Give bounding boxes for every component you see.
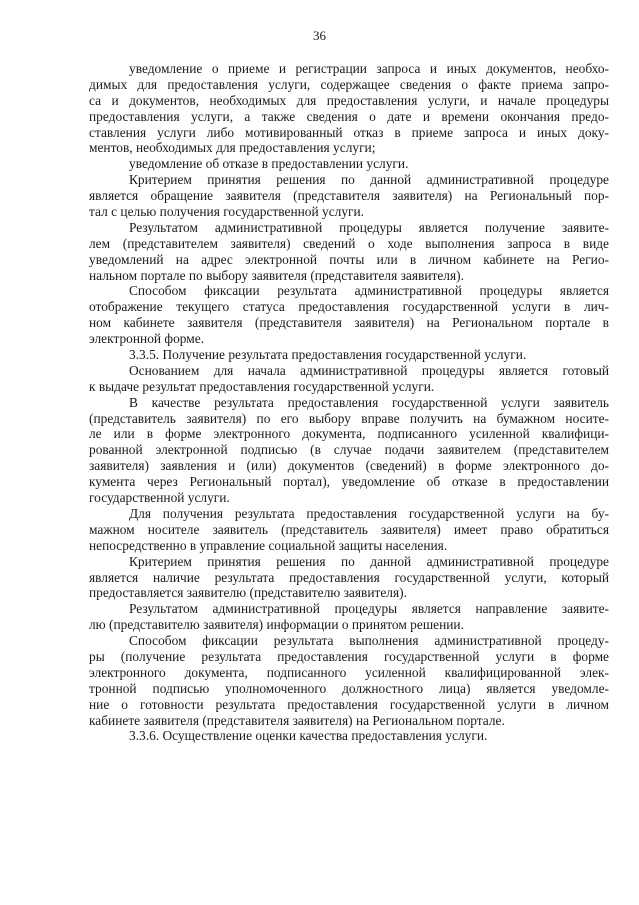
paragraph-line: уведомлений на адрес электронной почты или в личном кабинете на Регио- <box>89 251 609 267</box>
paragraph-p7 <box>89 363 609 395</box>
paragraph-p10 <box>89 554 609 602</box>
paragraph-line: кабинете заявителя (представителя заявителя) на Региональном портале. <box>89 712 505 728</box>
paragraph-line: является обращение заявителя (представителя заявителя) на Региональный пор- <box>89 188 609 204</box>
paragraph-line: ние о готовности результата предоставления государственной услуги в личном <box>89 696 609 712</box>
paragraph-p8 <box>89 395 609 506</box>
paragraph-line: Основанием для начала административной процедуры является готовый <box>129 362 609 378</box>
paragraph-p2 <box>89 156 609 172</box>
paragraph-line: Критерием принятия решения по данной административной процедуре <box>129 172 609 188</box>
paragraph-p12 <box>89 633 609 728</box>
document-body <box>89 61 609 744</box>
paragraph-line: к выдаче результат предоставления государственной услуги. <box>89 378 435 394</box>
paragraph-line: рованной электронной подписью (в случае подачи заявителем (представителем <box>89 442 609 458</box>
paragraph-line: ле или в форме электронного документа, подписанного усиленной квалифици- <box>89 426 609 442</box>
paragraph-line: (представитель заявителя) по его выбору вправе получить на бумажном носите- <box>89 410 609 426</box>
paragraph-line: непосредственно в управление социальной защиты населения. <box>89 537 448 553</box>
paragraph-line: уведомление об отказе в предоставлении услуги. <box>129 156 409 172</box>
paragraph-line: Для получения результата предоставления государственной услуги на бу- <box>129 505 609 521</box>
page-number: 36 <box>313 28 326 43</box>
paragraph-line: лю (представителю заявителя) информации о принятом решении. <box>89 617 464 633</box>
paragraph-p4 <box>89 220 609 284</box>
paragraph-line: ставления услуги либо мотивированный отказ в приеме запроса и иных доку- <box>89 124 609 140</box>
paragraph-line: государственной услуги. <box>89 490 230 506</box>
paragraph-line: предоставляется заявителю (представителю заявителя). <box>89 585 407 601</box>
paragraph-line: Критерием принятия решения по данной административной процедуре <box>129 553 609 569</box>
paragraph-line: 3.3.6. Осуществление оценки качества предоставления услуги. <box>129 728 488 744</box>
paragraph-p13 <box>89 728 609 744</box>
paragraph-p3 <box>89 172 609 220</box>
paragraph-line: электронного документа, подписанного усиленной квалифицированной элек- <box>89 664 609 680</box>
paragraph-line: Способом фиксации результата административной процедуры является <box>129 283 609 299</box>
paragraph-p5 <box>89 283 609 347</box>
paragraph-line: В качестве результата предоставления государственной услуги заявитель <box>129 394 609 410</box>
paragraph-p6 <box>89 347 609 363</box>
paragraph-line: лем (представителем заявителя) сведений о ходе выполнения запроса в виде <box>89 235 609 251</box>
paragraph-line: предоставления услуги, а также сведения о дате и времени окончания предо- <box>89 108 609 124</box>
paragraph-line: ментов, необходимых для предоставления услуги; <box>89 140 376 156</box>
paragraph-line: ном кабинете заявителя (представителя заявителя) на Региональном портале в <box>89 315 609 331</box>
paragraph-p1 <box>89 61 609 156</box>
paragraph-line: электронной форме. <box>89 331 205 347</box>
paragraph-line: отображение текущего статуса предоставления государственной услуги в лич- <box>89 299 609 315</box>
paragraph-line: тал с целью получения государственной услуги. <box>89 204 365 220</box>
paragraph-line: са и документов, необходимых для предоставления услуги, и начале процедуры <box>89 92 609 108</box>
paragraph-line: тронной подписью уполномоченного должностного лица) является уведомле- <box>89 680 609 696</box>
paragraph-p11 <box>89 601 609 633</box>
paragraph-line: Результатом административной процедуры является получение заявите- <box>129 219 609 235</box>
paragraph-line: уведомление о приеме и регистрации запроса и иных документов, необхо- <box>129 61 609 76</box>
paragraph-line: ры (получение результата предоставления государственной услуги в форме <box>89 648 609 664</box>
paragraph-line: димых для предоставления услуги, содержащее сведения о факте приема запро- <box>89 76 609 92</box>
paragraph-line: Способом фиксации результата выполнения административной процеду- <box>129 633 609 649</box>
paragraph-line: Результатом административной процедуры является направление заявите- <box>129 601 609 617</box>
paragraph-line: нальном портале по выбору заявителя (представителя заявителя). <box>89 267 464 283</box>
paragraph-line: заявителя) заявления и (или) документов (сведений) в форме электронного до- <box>89 458 609 474</box>
paragraph-line: кумента через Региональный портал), уведомление об отказе в предоставлении <box>89 474 609 490</box>
paragraph-line: является наличие результата предоставления государственной услуги, который <box>89 569 609 585</box>
paragraph-line: мажном носителе заявитель (представитель заявителя) имеет право обратиться <box>89 521 609 537</box>
paragraph-line: 3.3.5. Получение результата предоставления государственной услуги. <box>129 347 527 363</box>
paragraph-p9 <box>89 506 609 554</box>
